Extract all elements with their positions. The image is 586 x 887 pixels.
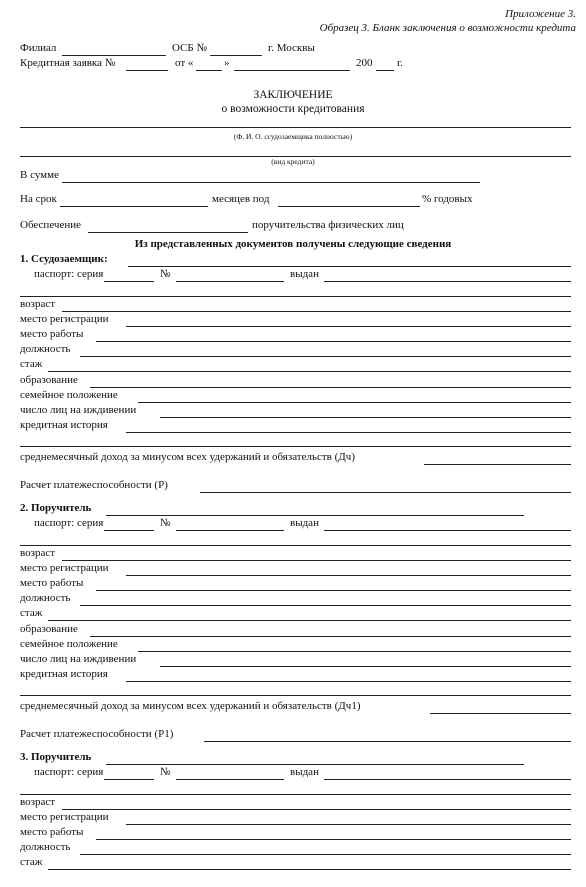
- s2-family-label: семейное положение: [20, 638, 118, 650]
- s1-passport-label: паспорт: серия: [34, 268, 104, 280]
- s2-credit-history-line-2[interactable]: [20, 695, 571, 696]
- s3-workplace-label: место работы: [20, 826, 84, 838]
- s2-passport-label: паспорт: серия: [34, 517, 104, 529]
- s2-education-field[interactable]: [90, 636, 571, 637]
- from-label: от «: [175, 57, 194, 69]
- s2-solvency-field[interactable]: [204, 741, 571, 742]
- s1-family-label: семейное положение: [20, 389, 118, 401]
- s1-workplace-field[interactable]: [96, 341, 571, 342]
- section-3-title: 3. Поручитель: [20, 751, 92, 763]
- s2-issued-line-2[interactable]: [20, 545, 571, 546]
- s1-experience-field[interactable]: [48, 371, 571, 372]
- month-field[interactable]: [234, 70, 350, 71]
- quote-close: »: [224, 57, 230, 69]
- s1-registration-label: место регистрации: [20, 313, 109, 325]
- s3-passport-label: паспорт: серия: [34, 766, 104, 778]
- s2-number-label: №: [160, 517, 171, 529]
- day-field[interactable]: [196, 70, 222, 71]
- year-field[interactable]: [376, 70, 394, 71]
- s1-credit-history-line-2[interactable]: [20, 446, 571, 447]
- s3-registration-field[interactable]: [126, 824, 571, 825]
- s1-workplace-label: место работы: [20, 328, 84, 340]
- s3-age-field[interactable]: [62, 809, 571, 810]
- s1-income-field[interactable]: [424, 464, 571, 465]
- s1-issued-line-2[interactable]: [20, 296, 571, 297]
- s3-experience-label: стаж: [20, 856, 43, 868]
- s2-age-field[interactable]: [62, 560, 571, 561]
- percent-label: % годовых: [422, 193, 473, 205]
- year-label: 200: [356, 57, 373, 69]
- rate-field[interactable]: [278, 206, 420, 207]
- doc-subtitle: о возможности кредитования: [221, 103, 365, 115]
- term-field[interactable]: [60, 206, 208, 207]
- s2-credit-history-label: кредитная история: [20, 668, 108, 680]
- s1-education-label: образование: [20, 374, 78, 386]
- s2-workplace-field[interactable]: [96, 590, 571, 591]
- osb-field[interactable]: [210, 55, 262, 56]
- s2-position-field[interactable]: [80, 605, 571, 606]
- section-1-title: 1. Ссудозаемщик:: [20, 253, 108, 265]
- s2-name-field[interactable]: [106, 515, 524, 516]
- s3-issued-line-2[interactable]: [20, 794, 571, 795]
- s1-experience-label: стаж: [20, 358, 43, 370]
- application-number-field[interactable]: [126, 70, 168, 71]
- s2-credit-history-field[interactable]: [126, 681, 571, 682]
- s1-dependents-field[interactable]: [160, 417, 571, 418]
- s3-issued-field[interactable]: [324, 779, 571, 780]
- s2-number-field[interactable]: [176, 530, 284, 531]
- s2-experience-label: стаж: [20, 607, 43, 619]
- s3-workplace-field[interactable]: [96, 839, 571, 840]
- year-suffix: г.: [397, 57, 404, 69]
- guarantee-label: поручительства физических лиц: [252, 219, 404, 231]
- months-label: месяцев под: [212, 193, 270, 205]
- s2-issued-label: выдан: [290, 517, 319, 529]
- s2-dependents-label: число лиц на иждивении: [20, 653, 137, 665]
- s1-age-field[interactable]: [62, 311, 571, 312]
- s1-position-label: должность: [20, 343, 71, 355]
- s1-registration-field[interactable]: [126, 326, 571, 327]
- s1-credit-history-field[interactable]: [126, 432, 571, 433]
- s3-number-label: №: [160, 766, 171, 778]
- s2-issued-field[interactable]: [324, 530, 571, 531]
- s2-income-field[interactable]: [430, 713, 571, 714]
- sample-label: Образец 3. Бланк заключения о возможности кредита: [319, 22, 576, 34]
- security-field[interactable]: [88, 232, 248, 233]
- s1-number-label: №: [160, 268, 171, 280]
- branch-field[interactable]: [62, 55, 166, 56]
- application-label: Кредитная заявка №: [20, 57, 116, 69]
- s1-solvency-label: Расчет платежеспособности (Р): [20, 479, 168, 491]
- s2-education-label: образование: [20, 623, 78, 635]
- s2-registration-label: место регистрации: [20, 562, 109, 574]
- s2-dependents-field[interactable]: [160, 666, 571, 667]
- s3-age-label: возраст: [20, 796, 56, 808]
- s2-position-label: должность: [20, 592, 71, 604]
- s1-solvency-field[interactable]: [200, 492, 571, 493]
- s1-education-field[interactable]: [90, 387, 571, 388]
- s1-credit-history-label: кредитная история: [20, 419, 108, 431]
- s1-issued-label: выдан: [290, 268, 319, 280]
- s3-issued-label: выдан: [290, 766, 319, 778]
- s3-number-field[interactable]: [176, 779, 284, 780]
- s1-series-field[interactable]: [104, 281, 154, 282]
- s2-experience-field[interactable]: [48, 620, 571, 621]
- s3-experience-field[interactable]: [48, 869, 571, 870]
- fio-caption: (Ф. И. О. ссудозаемщика полностью): [233, 132, 353, 141]
- s1-dependents-label: число лиц на иждивении: [20, 404, 137, 416]
- s1-age-label: возраст: [20, 298, 56, 310]
- s3-position-label: должность: [20, 841, 71, 853]
- security-label: Обеспечение: [20, 219, 81, 231]
- s2-age-label: возраст: [20, 547, 56, 559]
- info-heading: Из представленных документов получены следующие сведения: [134, 238, 452, 250]
- city-label: г. Москвы: [268, 42, 315, 54]
- s1-income-label: среднемесячный доход за минусом всех удержаний и обязательств (Дч): [20, 451, 355, 463]
- s2-family-field[interactable]: [138, 651, 571, 652]
- amount-label: В сумме: [20, 169, 59, 181]
- s1-number-field[interactable]: [176, 281, 284, 282]
- s3-position-field[interactable]: [80, 854, 571, 855]
- s3-series-field[interactable]: [104, 779, 154, 780]
- s1-name-field[interactable]: [128, 266, 571, 267]
- s3-registration-label: место регистрации: [20, 811, 109, 823]
- amount-field[interactable]: [62, 182, 480, 183]
- s1-family-field[interactable]: [138, 402, 571, 403]
- s2-workplace-label: место работы: [20, 577, 84, 589]
- appendix-label: Приложение 3.: [505, 8, 576, 20]
- term-label: На срок: [20, 193, 57, 205]
- s2-series-field[interactable]: [104, 530, 154, 531]
- s2-registration-field[interactable]: [126, 575, 571, 576]
- credit-type-caption: (вид кредита): [271, 157, 315, 166]
- branch-label: Филиал: [20, 42, 57, 54]
- section-2-title: 2. Поручитель: [20, 502, 92, 514]
- s2-solvency-label: Расчет платежеспособности (Р1): [20, 728, 174, 740]
- s1-issued-field[interactable]: [324, 281, 571, 282]
- doc-title: ЗАКЛЮЧЕНИЕ: [253, 89, 333, 101]
- s2-income-label: среднемесячный доход за минусом всех удержаний и обязательств (Дч1): [20, 700, 361, 712]
- fio-field[interactable]: [20, 127, 571, 128]
- s3-name-field[interactable]: [106, 764, 524, 765]
- osb-label: ОСБ №: [172, 42, 207, 54]
- s1-position-field[interactable]: [80, 356, 571, 357]
